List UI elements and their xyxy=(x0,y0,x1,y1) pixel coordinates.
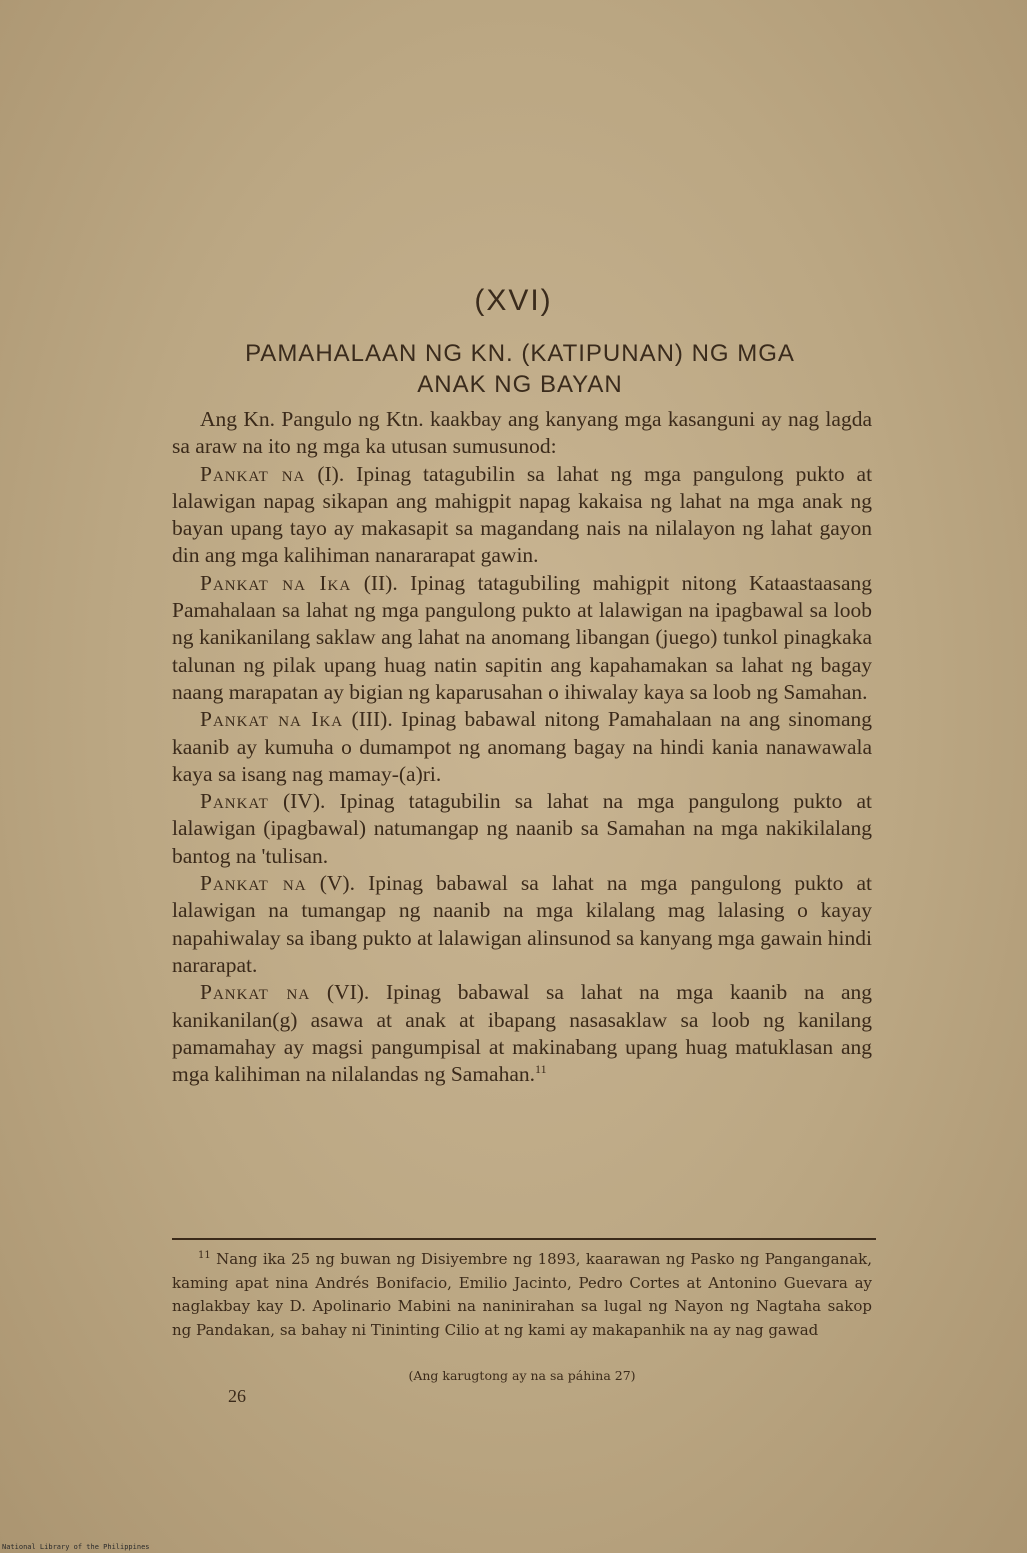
heading-line-1: PAMAHALAAN NG KN. (KATIPUNAN) NG MGA xyxy=(245,340,795,367)
article-label: Pankat na xyxy=(200,871,307,896)
article-text: Ipinag babawal nitong Pamahalaan na ang sinomang kaanib ay kumuha o dumampot ng anomang bagay na hindi kania nanawawala kaya sa isang nag mamay-(a)ri. xyxy=(172,707,872,786)
article-paragraph xyxy=(172,570,872,706)
footnote-mark: 11 xyxy=(198,1250,211,1261)
article-number: (IV). xyxy=(282,789,326,814)
article-paragraph xyxy=(172,870,872,979)
heading-line-2: ANAK NG BAYAN xyxy=(417,371,623,398)
article-paragraph xyxy=(172,788,872,870)
article-number: (I). xyxy=(317,461,345,486)
body-text xyxy=(172,406,872,1088)
article-number: (II). xyxy=(363,570,398,595)
article-text: Ipinag babawal sa lahat na mga kaanib na ang kanikanilan(g) asawa at anak at ibapang nasasaklaw sa loob ng kanilang pamamahay ay magsi pangumpisal at makinabang upang huag matuklasan ang mga kalihiman na nilalandas ng Samahan. xyxy=(172,980,873,1087)
intro-paragraph: Ang Kn. Pangulo ng Ktn. kaakbay ang kanyang mga kasanguni ay nag lagda sa araw na ito ng mga ka utusan sumusunod: xyxy=(172,407,872,459)
article-text: Ipinag tatagubilin sa lahat na mga pangulong pukto at lalawigan (ipagbawal) natumangap ng naanib sa Samahan na mga nakikilalang bantog na 'tulisan. xyxy=(172,789,873,868)
article-paragraph xyxy=(172,461,872,570)
article-number: (V). xyxy=(319,871,355,896)
footnote-text: Nang ika 25 ng buwan ng Disiyembre ng 1893, kaarawan ng Pasko ng Panganganak, kaming apat nina Andrés Bonifacio, Emilio Jacinto, Pedro Cortes at Antonino Guevara ay naglakbay kay D. Apolinario Mabini na naninirahan sa lugal ng Nayon ng Nagtaha sakop ng Pandakan, sa bahay ni Tininting Cilio at ng kami ay makapanhik na ay nag gawad xyxy=(172,1250,872,1339)
document-heading xyxy=(160,338,880,400)
footnote-divider xyxy=(172,1238,876,1240)
article-text: Ipinag tatagubilin sa lahat ng mga pangulong pukto at lalawigan napag sikapan ang mahigpit napag kakaisa ng lahat na mga anak ng bayan upang tayo ay makasapit sa magandang nais na nilalayon ng lahat gayon din ang mga kalihiman nanararapat gawin. xyxy=(172,461,873,568)
article-label: Pankat na xyxy=(200,980,311,1005)
article-label: Pankat na Ika xyxy=(200,707,344,732)
article-number: (VI). xyxy=(326,980,370,1005)
article-text: Ipinag tatagubiling mahigpit nitong Kataastaasang Pamahalaan sa lahat ng mga pangulong pukto at lalawigan na ipagbawal sa loob ng kanikanilang saklaw ang lahat na anomang libangan (juego) tunkol pinagkaka talunan ng pilak upang huag natin sapitin ang kapahamakan sa lahat ng bagay naang marapatan ay bigian ng kaparusahan o ihiwalay kaya sa loob ng Samahan. xyxy=(172,570,873,704)
article-text: Ipinag babawal sa lahat na mga pangulong pukto at lalawigan na tumangap ng naanib na mga kilalang mag lalasing o kayay napahiwalay sa ibang pukto at lalawigan alinsunod sa kanyang mga gawain hindi nararapat. xyxy=(172,871,873,977)
footnote-reference: 11 xyxy=(535,1061,547,1076)
article-paragraph xyxy=(172,706,872,788)
article-label: Pankat na Ika xyxy=(200,570,352,595)
article-paragraph xyxy=(172,979,872,1088)
continuation-note: (Ang karugtong ay na sa páhina 27) xyxy=(408,1368,636,1383)
section-number: (XVI) xyxy=(474,284,553,317)
article-number: (III). xyxy=(351,707,393,732)
library-credit: National Library of the Philippines xyxy=(2,1543,150,1551)
footnote xyxy=(172,1248,872,1342)
article-label: Pankat xyxy=(200,789,269,814)
page-number: 26 xyxy=(228,1386,246,1406)
article-label: Pankat na xyxy=(200,461,306,486)
